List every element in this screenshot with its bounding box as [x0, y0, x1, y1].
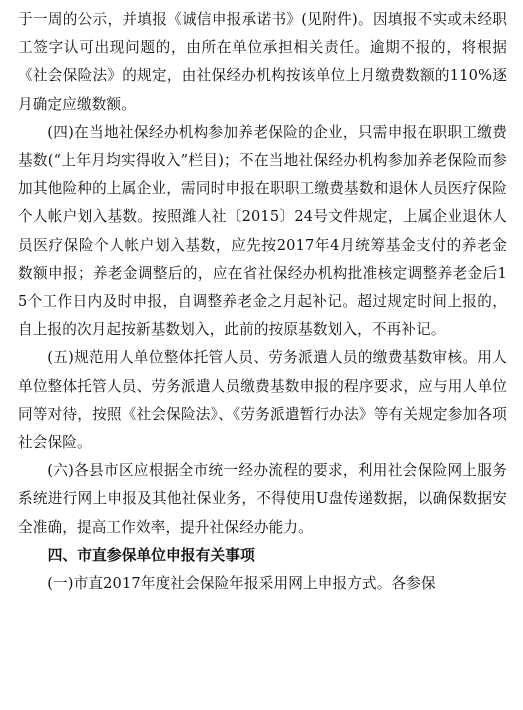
paragraph-4: (六)各县市区应根据全市统一经办流程的要求，利用社会保险网上服务系统进行网上申报及其他社保业务，不得使用U盘传递数据，以确保数据安全准确，提高工作效率，提升社保经办能力。	[18, 462, 507, 536]
paragraph-3: (五)规范用人单位整体托管人员、劳务派遣人员的缴费基数审核。用人单位整体托管人员、劳务派遣人员缴费基数申报的程序要求，应与用人单位同等对待，按照《社会保险法》、《劳务派遣暂行办法》等有关规定参加各项社会保险。	[18, 349, 507, 452]
section-heading: 四、市直参保单位申报有关事项	[47, 546, 255, 564]
paragraph-5: (一)市直2017年度社会保险年报采用网上申报方式。各参保	[47, 575, 436, 593]
paragraph-2: (四)在当地社保经办机构参加养老保险的企业，只需申报在职职工缴费基数(“上年月均实得收入”栏目)；不在当地社保经办机构参加养老保险而参加其他险种的上属企业，需同时申报在职职工缴费基数和退休人员医疗保险个人帐户划入基数。按照潍人社〔2015〕24号文件规定，上属企业退休人员医疗保险个人帐户划入基数，应先按2017年4月统筹基金支付的养老金数额申报；养老金调整后的，应在省社保经办机构批准核定调整养老金后15个工作日内及时申报，自调整养老金之月起补记。超过规定时间上报的，自上报的次月起按新基数划入，此前的按原基数划入，不再补记。	[18, 123, 507, 339]
paragraph-1: 于一周的公示，并填报《诚信申报承诺书》(见附件)。因填报不实或未经职工签字认可出现问题的，由所在单位承担相关责任。逾期不报的，将根据《社会保险法》的规定，由社保经办机构按该单位上月缴费数额的110%逐月确定应缴数额。	[18, 11, 507, 113]
